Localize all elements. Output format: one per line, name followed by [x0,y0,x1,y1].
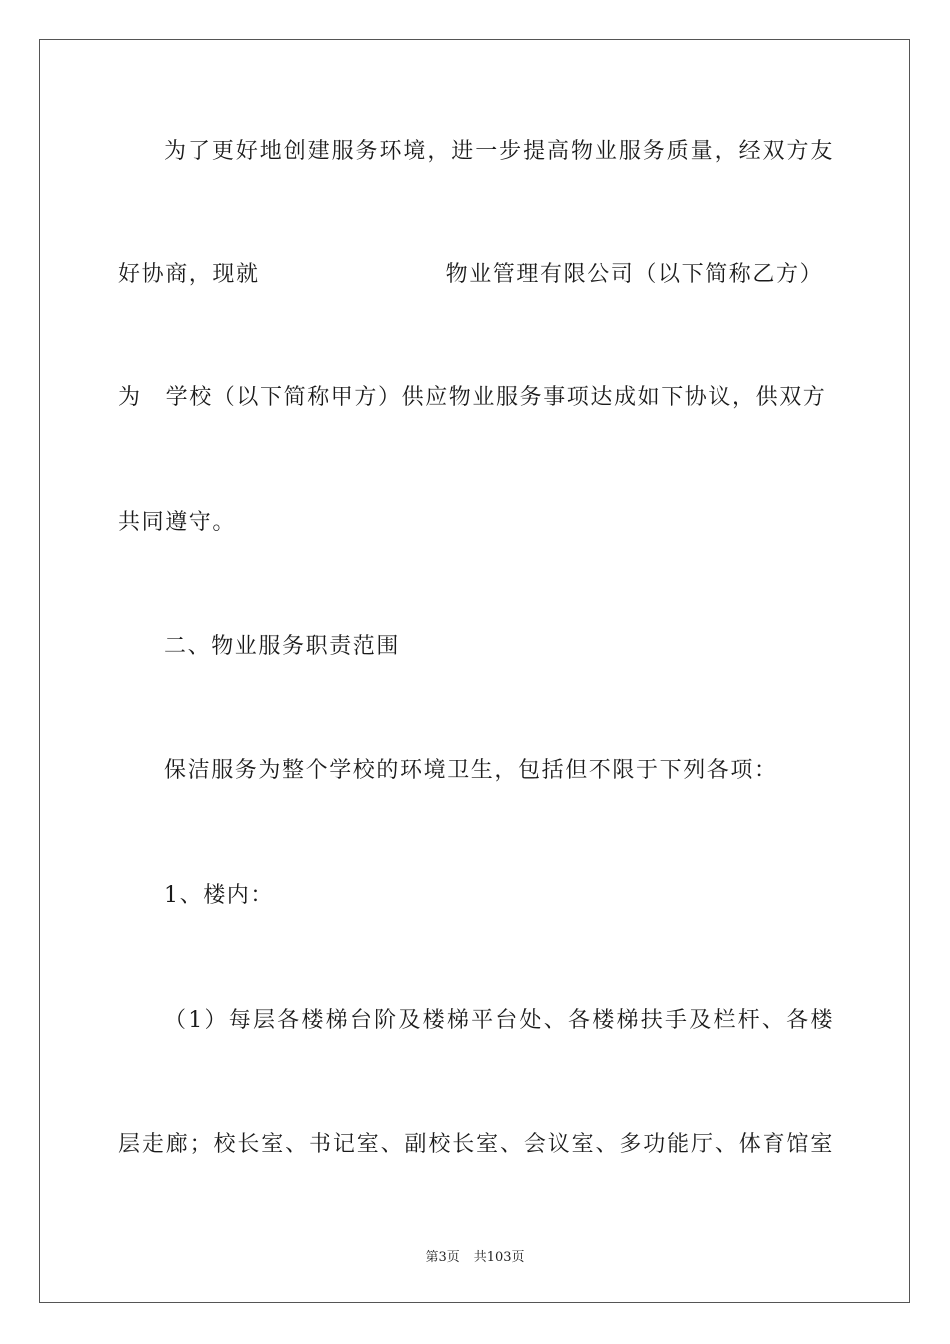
text-segment: 为 [118,385,142,410]
paragraph-line-3 [118,378,834,418]
paragraph-line-6: （1）每层各楼梯台阶及楼梯平台处、各楼梯扶手及栏杆、各楼 [164,1008,834,1033]
page-footer [0,1246,950,1265]
list-item-heading: 1、楼内： [164,883,274,908]
paragraph-line-2 [118,255,834,295]
text-segment: 好协商，现就 [118,262,260,287]
total-pages: 共103页 [473,1250,525,1265]
paragraph-line-7: 层走廊；校长室、书记室、副校长室、会议室、多功能厅、体育馆室 [118,1132,834,1157]
page-border [39,39,910,1303]
paragraph-line-4: 共同遵守。 [118,510,237,535]
section-heading: 二、物业服务职责范围 [164,634,401,659]
text-segment: 物业管理有限公司（以下简称乙方） [445,262,824,287]
page-number: 第3页 [425,1250,460,1265]
paragraph-line-5: 保洁服务为整个学校的环境卫生，包括但不限于下列各项： [164,758,778,783]
paragraph-line-1: 为了更好地创建服务环境，进一步提高物业服务质量，经双方友 [164,139,834,164]
text-segment: 学校（以下简称甲方）供应物业服务事项达成如下协议，供双方 [165,385,827,410]
